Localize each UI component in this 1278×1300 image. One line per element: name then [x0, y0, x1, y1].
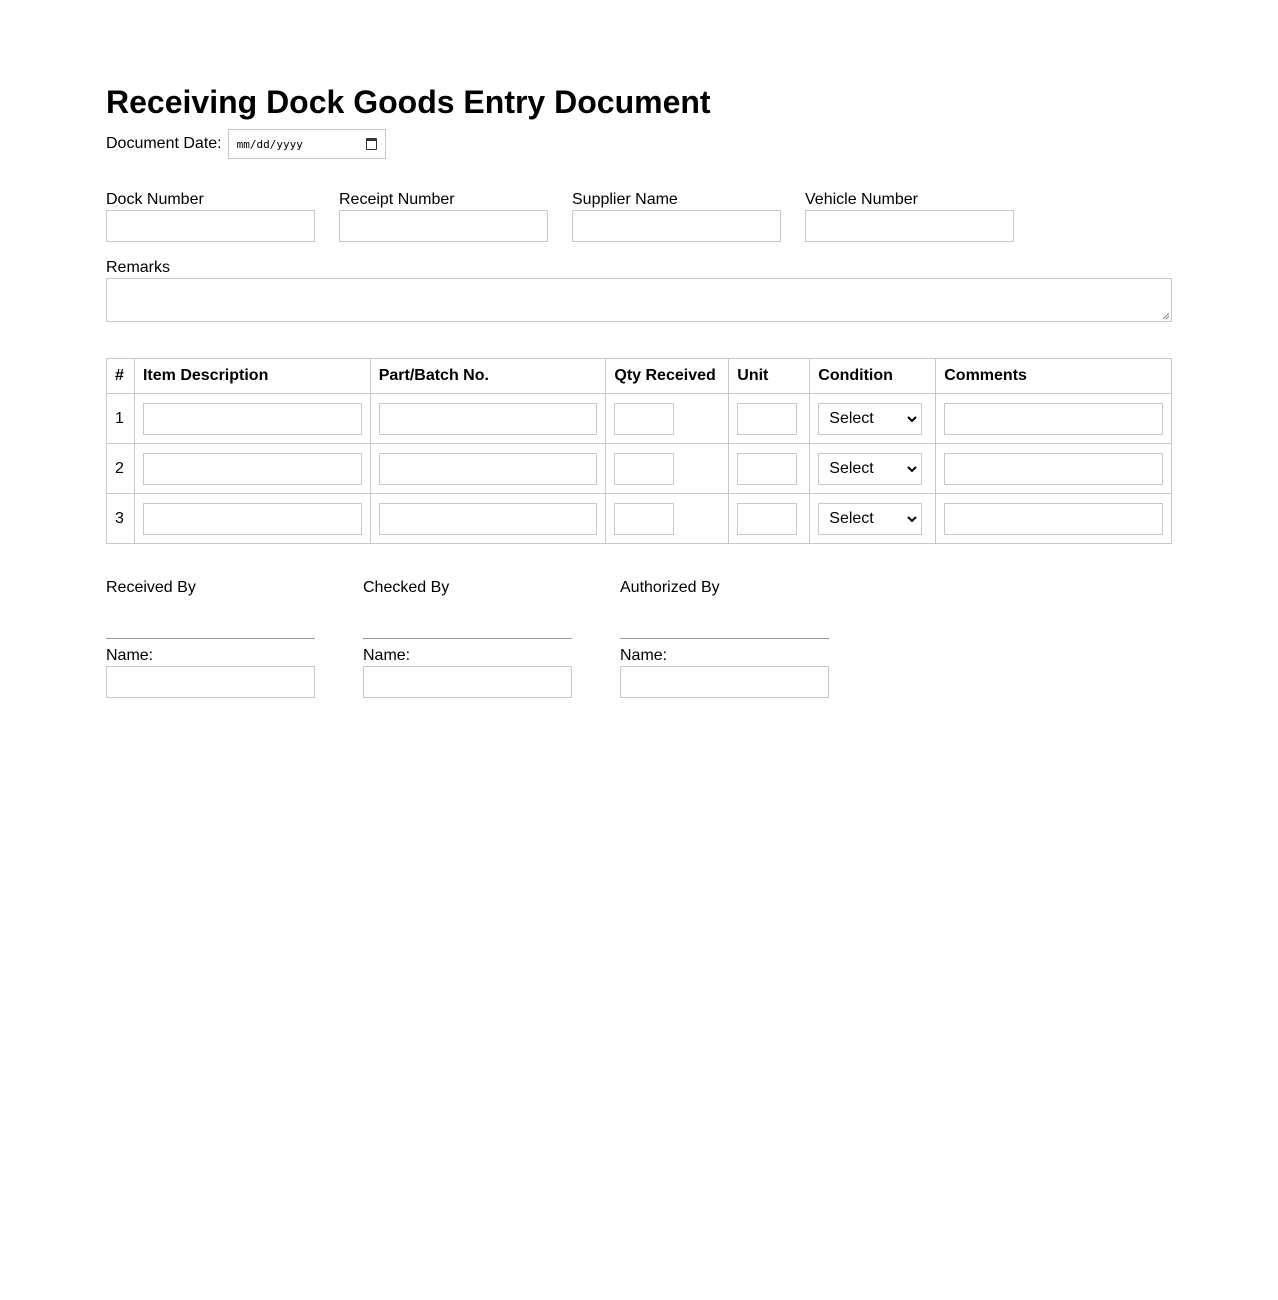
- row-number: 3: [107, 494, 135, 544]
- signature-title: Checked By: [363, 579, 450, 596]
- received-by-name-input[interactable]: [106, 666, 315, 698]
- signature-title: Authorized By: [620, 579, 720, 596]
- table-row: [107, 394, 1172, 444]
- header-qty-received: Qty Received: [606, 359, 729, 394]
- comments-input[interactable]: [944, 503, 1163, 535]
- condition-cell: [810, 494, 936, 544]
- qty-cell: [606, 494, 729, 544]
- page-title: Receiving Dock Goods Entry Document: [106, 84, 711, 120]
- receipt-number-field: [339, 191, 548, 242]
- items-table: [106, 358, 1172, 544]
- header-number: #: [107, 359, 135, 394]
- item-description-input[interactable]: [143, 453, 362, 485]
- header-condition: Condition: [810, 359, 936, 394]
- unit-input[interactable]: [737, 453, 797, 485]
- signature-line: [363, 638, 572, 639]
- item-description-cell: [134, 394, 370, 444]
- calendar-icon[interactable]: [366, 138, 377, 150]
- dock-number-field: [106, 191, 315, 242]
- supplier-name-input[interactable]: [572, 210, 781, 242]
- condition-cell: [810, 444, 936, 494]
- supplier-name-label: Supplier Name: [572, 191, 678, 208]
- header-fields: [106, 191, 1014, 242]
- part-batch-input[interactable]: [379, 503, 598, 535]
- item-description-input[interactable]: [143, 503, 362, 535]
- condition-select[interactable]: [818, 453, 922, 485]
- receipt-number-input[interactable]: [339, 210, 548, 242]
- unit-cell: [729, 444, 810, 494]
- chevron-down-icon: [907, 515, 917, 523]
- signature-section: [106, 579, 829, 698]
- document-date-label: Document Date:: [106, 135, 222, 152]
- name-label: Name:: [620, 647, 668, 664]
- header-part-batch: Part/Batch No.: [370, 359, 606, 394]
- signature-authorized-by: [620, 579, 829, 698]
- part-batch-input[interactable]: [379, 453, 598, 485]
- dock-number-input[interactable]: [106, 210, 315, 242]
- signature-checked-by: [363, 579, 572, 698]
- condition-cell: [810, 394, 936, 444]
- receipt-number-label: Receipt Number: [339, 191, 455, 208]
- item-description-cell: [134, 444, 370, 494]
- part-batch-cell: [370, 394, 606, 444]
- table-row: [107, 494, 1172, 544]
- unit-input[interactable]: [737, 503, 797, 535]
- header-comments: Comments: [936, 359, 1172, 394]
- vehicle-number-label: Vehicle Number: [805, 191, 918, 208]
- name-label: Name:: [363, 647, 411, 664]
- authorized-by-name-input[interactable]: [620, 666, 829, 698]
- document-date-input[interactable]: [228, 129, 386, 159]
- unit-cell: [729, 494, 810, 544]
- row-number: 1: [107, 394, 135, 444]
- comments-cell: [936, 494, 1172, 544]
- part-batch-cell: [370, 494, 606, 544]
- checked-by-name-input[interactable]: [363, 666, 572, 698]
- condition-select[interactable]: [818, 403, 922, 435]
- qty-received-input[interactable]: [614, 403, 674, 435]
- row-number: 2: [107, 444, 135, 494]
- supplier-name-field: [572, 191, 781, 242]
- unit-cell: [729, 394, 810, 444]
- condition-value: Select: [829, 509, 874, 527]
- date-placeholder: mm/dd/yyyy: [236, 137, 303, 151]
- condition-value: Select: [829, 459, 874, 477]
- comments-cell: [936, 394, 1172, 444]
- comments-cell: [936, 444, 1172, 494]
- signature-title: Received By: [106, 579, 196, 596]
- comments-input[interactable]: [944, 453, 1163, 485]
- chevron-down-icon: [907, 465, 917, 473]
- table-row: [107, 444, 1172, 494]
- dock-number-label: Dock Number: [106, 191, 204, 208]
- signature-received-by: [106, 579, 315, 698]
- document-date-row: [106, 129, 386, 159]
- remarks-label: Remarks: [106, 259, 171, 276]
- name-label: Name:: [106, 647, 154, 664]
- chevron-down-icon: [907, 415, 917, 423]
- signature-line: [620, 638, 829, 639]
- header-item-description: Item Description: [134, 359, 370, 394]
- remarks-textarea[interactable]: [106, 278, 1172, 322]
- remarks-field: [106, 259, 1172, 322]
- unit-input[interactable]: [737, 403, 797, 435]
- header-unit: Unit: [729, 359, 810, 394]
- qty-received-input[interactable]: [614, 503, 674, 535]
- vehicle-number-field: [805, 191, 1014, 242]
- part-batch-input[interactable]: [379, 403, 598, 435]
- part-batch-cell: [370, 444, 606, 494]
- table-header-row: [107, 359, 1172, 394]
- vehicle-number-input[interactable]: [805, 210, 1014, 242]
- condition-select[interactable]: [818, 503, 922, 535]
- comments-input[interactable]: [944, 403, 1163, 435]
- item-description-cell: [134, 494, 370, 544]
- qty-received-input[interactable]: [614, 453, 674, 485]
- signature-line: [106, 638, 315, 639]
- qty-cell: [606, 444, 729, 494]
- condition-value: Select: [829, 409, 874, 427]
- qty-cell: [606, 394, 729, 444]
- item-description-input[interactable]: [143, 403, 362, 435]
